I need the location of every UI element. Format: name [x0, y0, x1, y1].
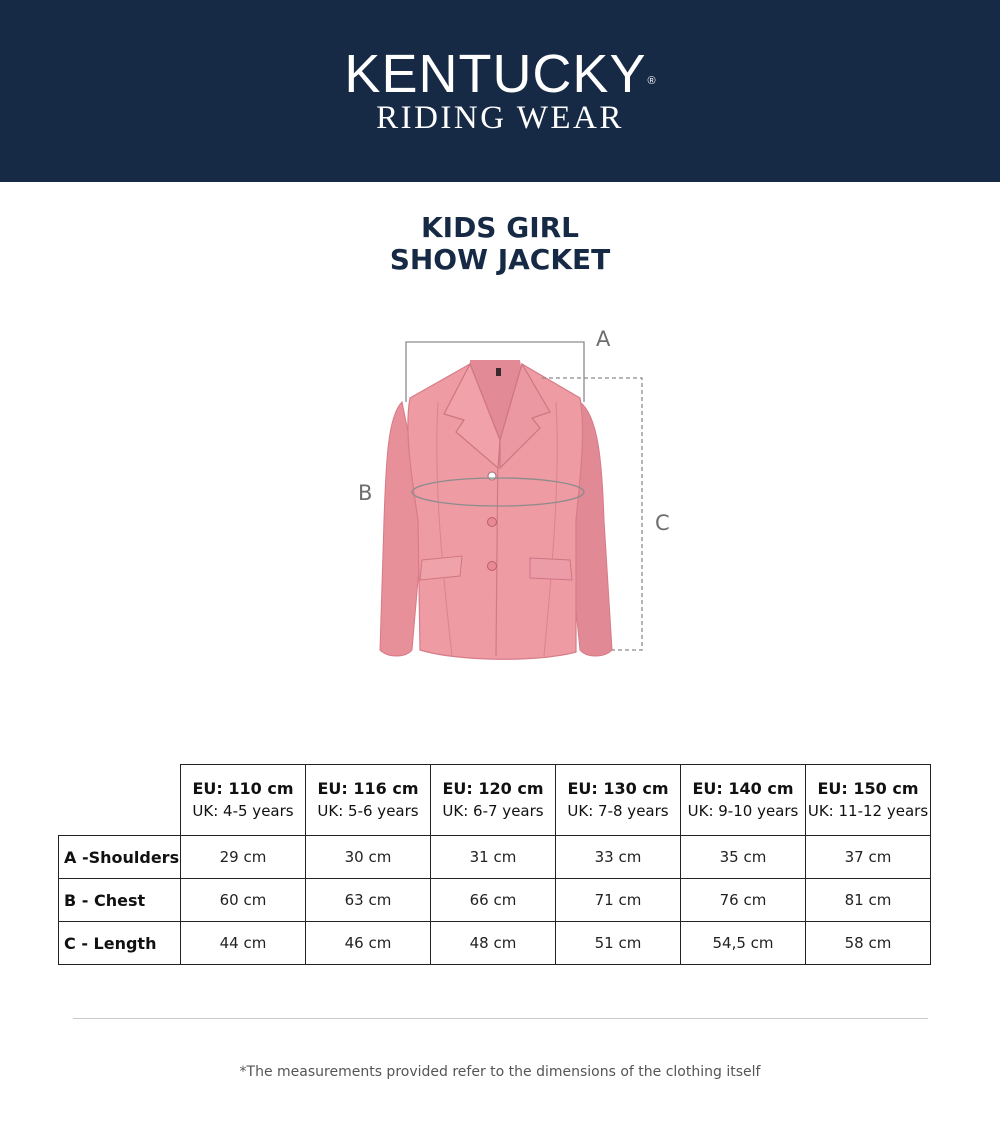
table-cell: 60 cm — [181, 879, 306, 922]
eu-size: EU: 116 cm — [317, 779, 419, 798]
size-header — [681, 765, 806, 836]
size-header — [431, 765, 556, 836]
table-cell: 35 cm — [681, 836, 806, 879]
label-b: B — [358, 481, 373, 505]
brand-header — [0, 0, 1000, 182]
table-cell: 81 cm — [806, 879, 931, 922]
table-cell: 54,5 cm — [681, 922, 806, 965]
label-c: C — [655, 511, 670, 535]
jacket-measurement-diagram — [340, 320, 700, 670]
table-cell: 30 cm — [306, 836, 431, 879]
uk-age: UK: 11-12 years — [807, 802, 929, 820]
row-label: C - Length — [59, 922, 181, 965]
brand-tagline: RIDING WEAR — [376, 100, 624, 136]
uk-age: UK: 5-6 years — [317, 802, 419, 820]
title-line-2: SHOW JACKET — [389, 243, 611, 276]
uk-age: UK: 9-10 years — [687, 802, 799, 820]
size-header — [181, 765, 306, 836]
table-cell: 76 cm — [681, 879, 806, 922]
row-label: B - Chest — [59, 879, 181, 922]
eu-size: EU: 120 cm — [442, 779, 544, 798]
table-cell: 33 cm — [556, 836, 681, 879]
uk-age: UK: 4-5 years — [192, 802, 294, 820]
table-cell: 71 cm — [556, 879, 681, 922]
table-cell: 44 cm — [181, 922, 306, 965]
measurement-footnote: *The measurements provided refer to the dimensions of the clothing itself — [239, 1064, 761, 1080]
table-row — [59, 836, 931, 879]
uk-age: UK: 6-7 years — [442, 802, 544, 820]
table-cell: 29 cm — [181, 836, 306, 879]
label-a: A — [596, 327, 611, 351]
row-label: A -Shoulders — [59, 836, 181, 879]
title-line-1: KIDS GIRL — [420, 211, 580, 244]
uk-age: UK: 7-8 years — [567, 802, 669, 820]
table-cell: 46 cm — [306, 922, 431, 965]
table-cell: 66 cm — [431, 879, 556, 922]
table-row — [59, 922, 931, 965]
page-title — [0, 212, 1000, 276]
eu-size: EU: 150 cm — [817, 779, 919, 798]
eu-size: EU: 110 cm — [192, 779, 294, 798]
header-empty-cell — [59, 765, 181, 836]
table-cell: 58 cm — [806, 922, 931, 965]
eu-size: EU: 140 cm — [692, 779, 794, 798]
size-header — [306, 765, 431, 836]
size-chart-table — [58, 764, 931, 965]
divider — [73, 1018, 928, 1019]
brand-name: KENTUCKY — [344, 44, 647, 104]
table-cell: 31 cm — [431, 836, 556, 879]
size-header — [806, 765, 931, 836]
table-cell: 37 cm — [806, 836, 931, 879]
table-cell: 51 cm — [556, 922, 681, 965]
table-row — [59, 879, 931, 922]
registered-mark: ® — [647, 75, 656, 87]
table-header-row — [59, 765, 931, 836]
eu-size: EU: 130 cm — [567, 779, 669, 798]
size-header — [556, 765, 681, 836]
table-cell: 63 cm — [306, 879, 431, 922]
jacket-illustration — [380, 360, 612, 659]
table-cell: 48 cm — [431, 922, 556, 965]
